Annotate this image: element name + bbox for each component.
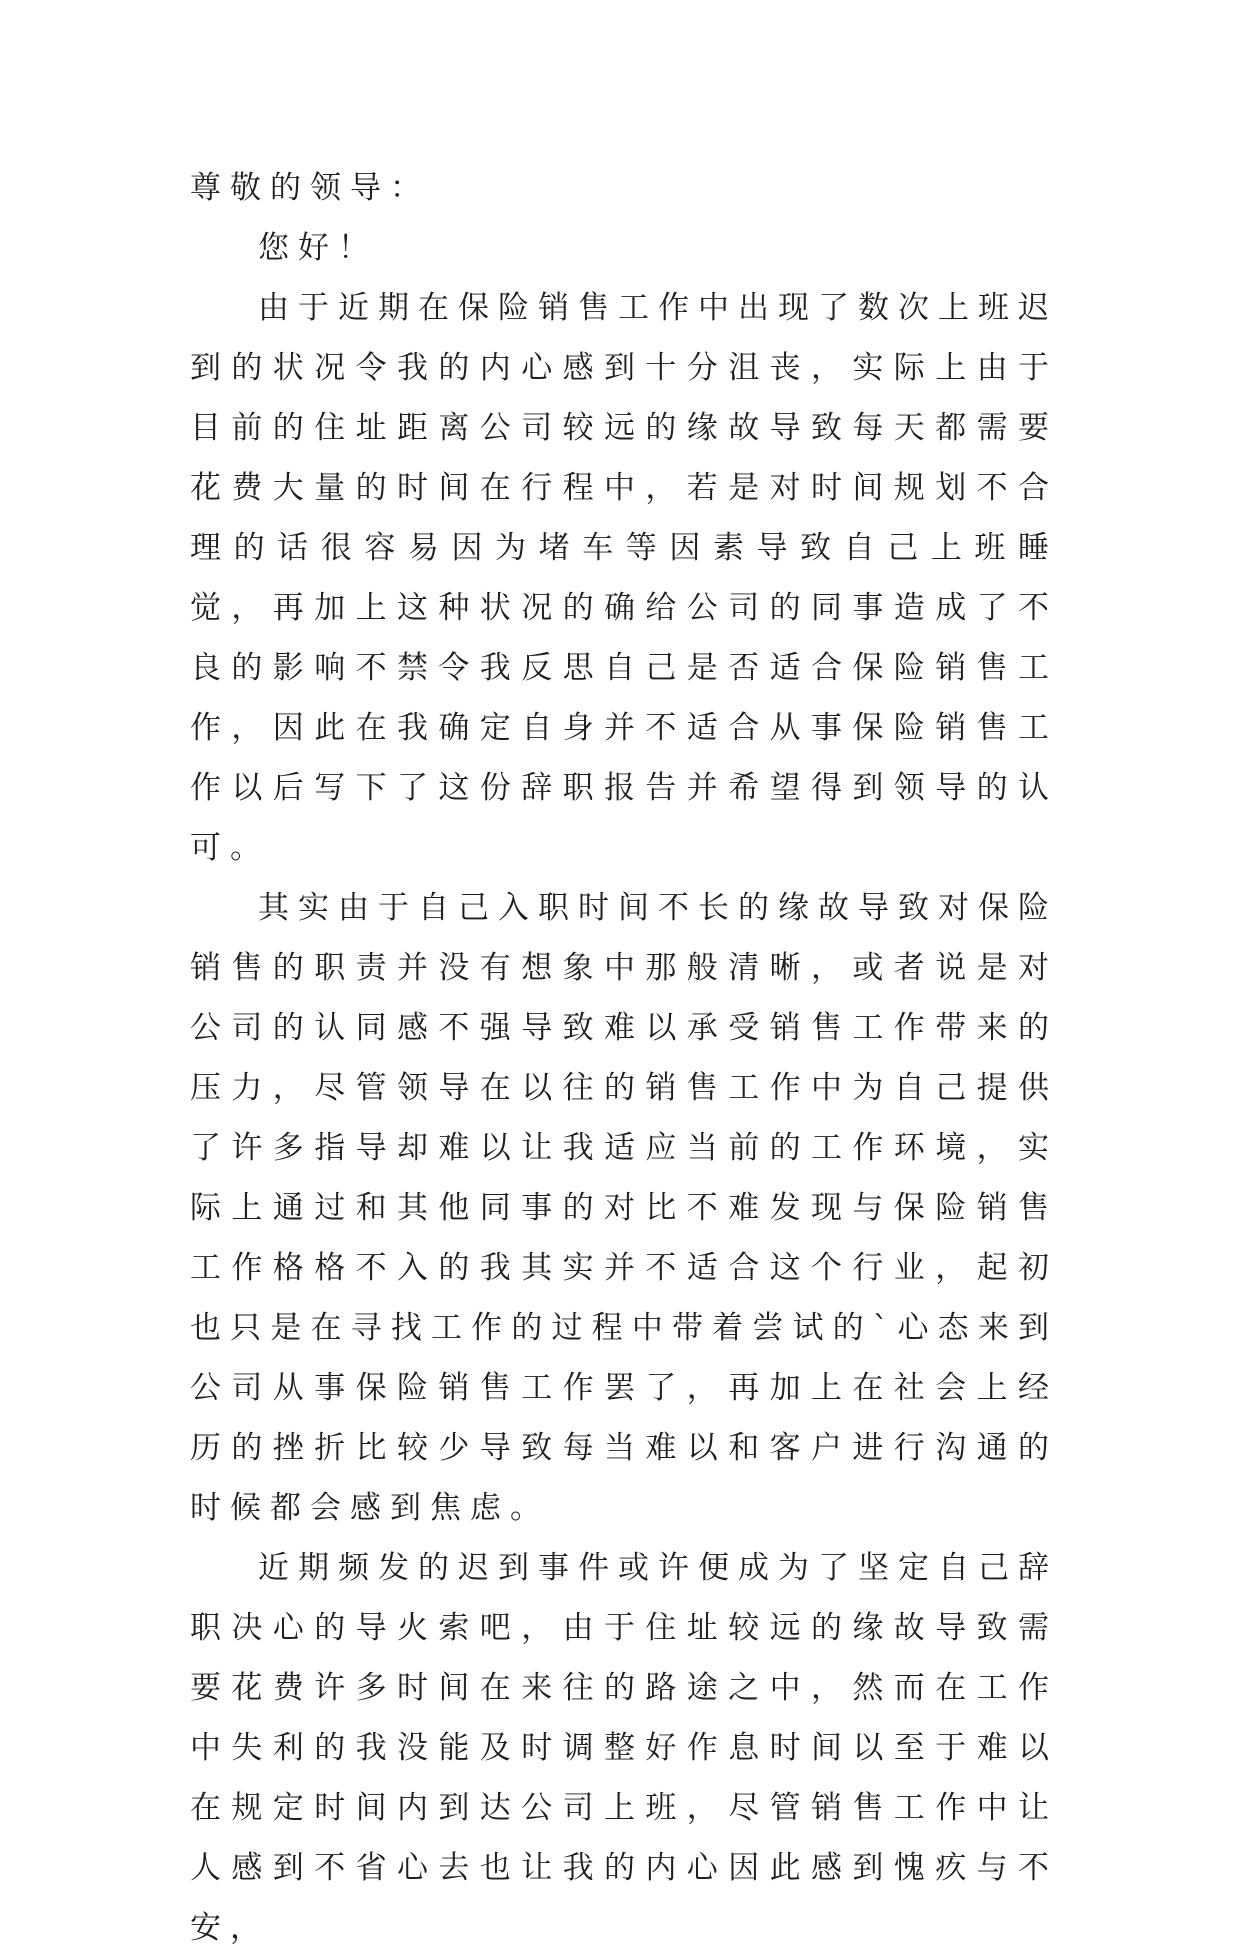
paragraph-2: 其实由于自己入职时间不长的缘故导致对保险销售的职责并没有想象中那般清晰，或者说是对公司的认同感不强导致难以承受销售工作带来的压力，尽管领导在以往的销售工作中为自己提供了许多指导却难以让我适应当前的工作环境，实际上通过和其他同事的对比不难发现与保险销售工作格格不入的我其实并不适合这个行业，起初也只是在寻找工作的过程中带着尝试的`心态来到公司从事保险销售工作罢了，再加上在社会上经历的挫折比较少导致每当难以和客户进行沟通的时候都会感到焦虑。 — [190, 890, 1058, 1526]
paragraph-1: 由于近期在保险销售工作中出现了数次上班迟到的状况令我的内心感到十分沮丧，实际上由于目前的住址距离公司较远的缘故导致每天都需要花费大量的时间在行程中，若是对时间规划不合理的话很容易因为堵车等因素导致自己上班睡觉，再加上这种状况的确给公司的同事造成了不良的影响不禁令我反思自己是否适合保险销售工作，因此在我确定自身并不适合从事保险销售工作以后写下了这份辞职报告并希望得到领导的认可。 — [190, 290, 1058, 866]
letter-body — [190, 158, 1058, 1958]
greeting: 您好！ — [258, 230, 378, 266]
paragraph-3: 近期频发的迟到事件或许便成为了坚定自己辞职决心的导火索吧，由于住址较远的缘故导致需要花费许多时间在来往的路途之中，然而在工作中失利的我没能及时调整好作息时间以至于难以在规定时间内到达公司上班，尽管销售工作中让人感到不省心去也让我的内心因此感到愧疚与不安， — [190, 1550, 1058, 1946]
salutation: 尊敬的领导： — [190, 170, 430, 206]
